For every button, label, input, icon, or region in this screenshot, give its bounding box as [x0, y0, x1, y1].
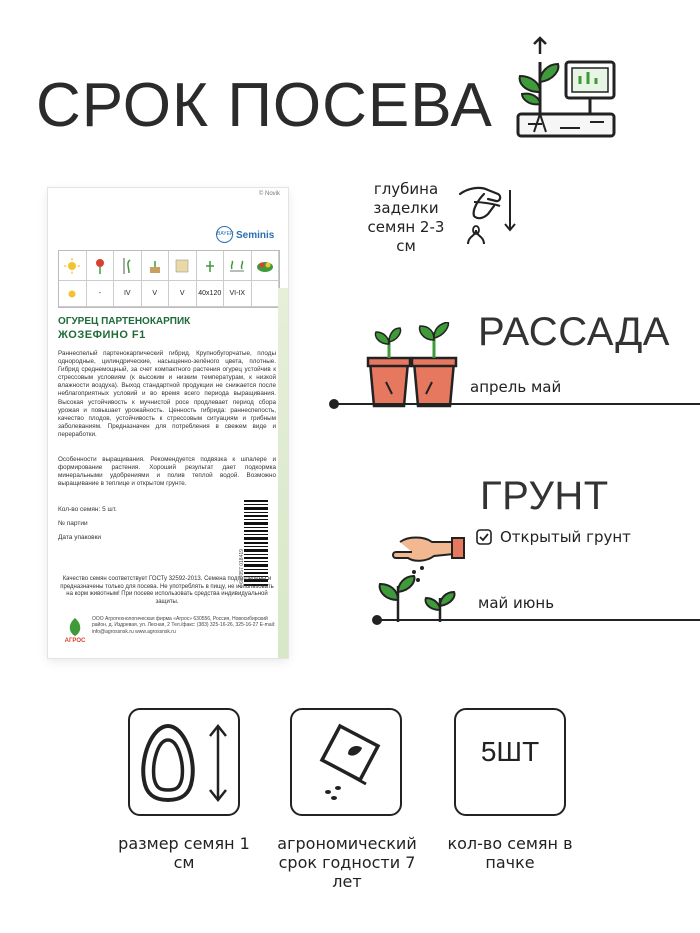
product-variety: ЖОЗЕФИНО F1 [58, 329, 146, 341]
watering-icon [197, 251, 225, 281]
timeline-line [376, 619, 700, 621]
seedling-pots-icon [366, 322, 458, 408]
bayer-logo: BAYER [216, 226, 233, 243]
packet-copyright: © Novik [258, 191, 280, 197]
seed-packet [48, 188, 288, 658]
seed-size-icon [138, 718, 230, 806]
spacing-icon [224, 251, 252, 281]
barcode-number: 4 607057 018419 [239, 549, 245, 588]
product-name: ОГУРЕЦ ПАРТЕНОКАРПИК [58, 316, 191, 327]
seedling-planting-icon [510, 32, 622, 144]
seedling-section-title: РАССАДА [478, 310, 670, 354]
hand-sowing-icon [454, 180, 526, 250]
hand-planting-icon [374, 528, 466, 624]
shelf-life-label: агрономический срок годности 7 лет [277, 834, 417, 891]
sun-icon [59, 251, 87, 281]
table-value-4: V [169, 281, 197, 307]
quality-notice: Качество семян соответствует ГОСТу 32592-2013. Семена подготовлены и предназначены только для посева. Не употреблять в пищу, не использовать на корм животным! При посеве использовать средства индивидуальной защиты. [60, 576, 274, 605]
packet-icon-table [58, 250, 280, 308]
open-ground-option [476, 528, 631, 546]
product-description: Раннеспелый партенокарпический гибрид. Крупнобугорчатые, плоды однородные, цилиндрические, насыщенно-зелёного цвета, плотные. Гибрид среднемощный, за счет компактного растения огурец устойчив к стрессовым условиям (к высоким и низким температурам, к низкой влажности воздуха). Выход стандартной продукции не снижается после неблагоприятных условий и во время всего периода выращивания. Высокая устойчивость к мучнистой росе продлевает период сбора урожая и повышает урожайность. Ценность гибрида: раннеспелость, качество плодов, устойчивость к стрессовым ситуациям и грибным заболеваниям. Предназначен для потребления в свежем виде и переработки. [58, 350, 276, 438]
seed-quantity-tile [454, 708, 566, 816]
packet-photo-strip [278, 288, 288, 658]
seedling-pot-icon [142, 251, 170, 281]
table-value-3: V [142, 281, 170, 307]
ground-section-title: ГРУНТ [480, 474, 609, 518]
height-icon [114, 251, 142, 281]
open-ground-label: Открытый грунт [500, 528, 631, 546]
harvest-icon [252, 251, 280, 281]
checkbox-checked-icon [476, 529, 492, 545]
table-value-5: 40x120 [197, 281, 225, 307]
table-value-empty [252, 281, 280, 307]
page-title: СРОК ПОСЕВА [36, 71, 493, 140]
batch-number: № партии [58, 520, 88, 527]
table-value-1: - [87, 281, 115, 307]
shelf-life-tile [290, 708, 402, 816]
growing-features: Особенности выращивания. Рекомендуется подвязка к шпалере и формирование растения. Хороший результат дает подкормка минеральными удобрениями и полив теплой водой. Возможно выращивание в теплице и открытом грунте. [58, 456, 276, 488]
seed-quantity-value: 5ШТ [480, 736, 540, 767]
ground-months: май июнь [478, 594, 555, 612]
sun-icon [59, 281, 87, 307]
sowing-depth-text: глубина заделки семян 2-3 см [367, 180, 445, 255]
barcode [244, 500, 268, 588]
timeline-line [334, 403, 700, 405]
svg-text:АГРОС: АГРОС [64, 638, 86, 644]
seedling-months: апрель май [470, 378, 562, 396]
company-info: ООО Агротехнологическая фирма «Агрос» 630556, Россия, Новосибирский район, д. Издревая, ул. Лесная, 2 Тел./факс: (383) 325-16-26, 325-16-27 E-mail: info@agrossnsk.ru www.agrossnsk.ru [92, 616, 276, 635]
seed-count: Кол-во семян: 5 шт. [58, 506, 117, 513]
agros-logo-icon [62, 616, 88, 644]
flower-icon [87, 251, 115, 281]
seed-size-label: размер семян 1 см [118, 834, 250, 872]
pack-date: Дата упаковки [58, 534, 102, 541]
table-value-2: IV [114, 281, 142, 307]
seminis-logo: Seminis [236, 230, 275, 241]
table-value-6: VI-IX [224, 281, 252, 307]
seed-size-tile [128, 708, 240, 816]
seed-pack-icon [304, 720, 388, 804]
seed-icon [169, 251, 197, 281]
seed-quantity-label: кол-во семян в пачке [447, 834, 573, 872]
